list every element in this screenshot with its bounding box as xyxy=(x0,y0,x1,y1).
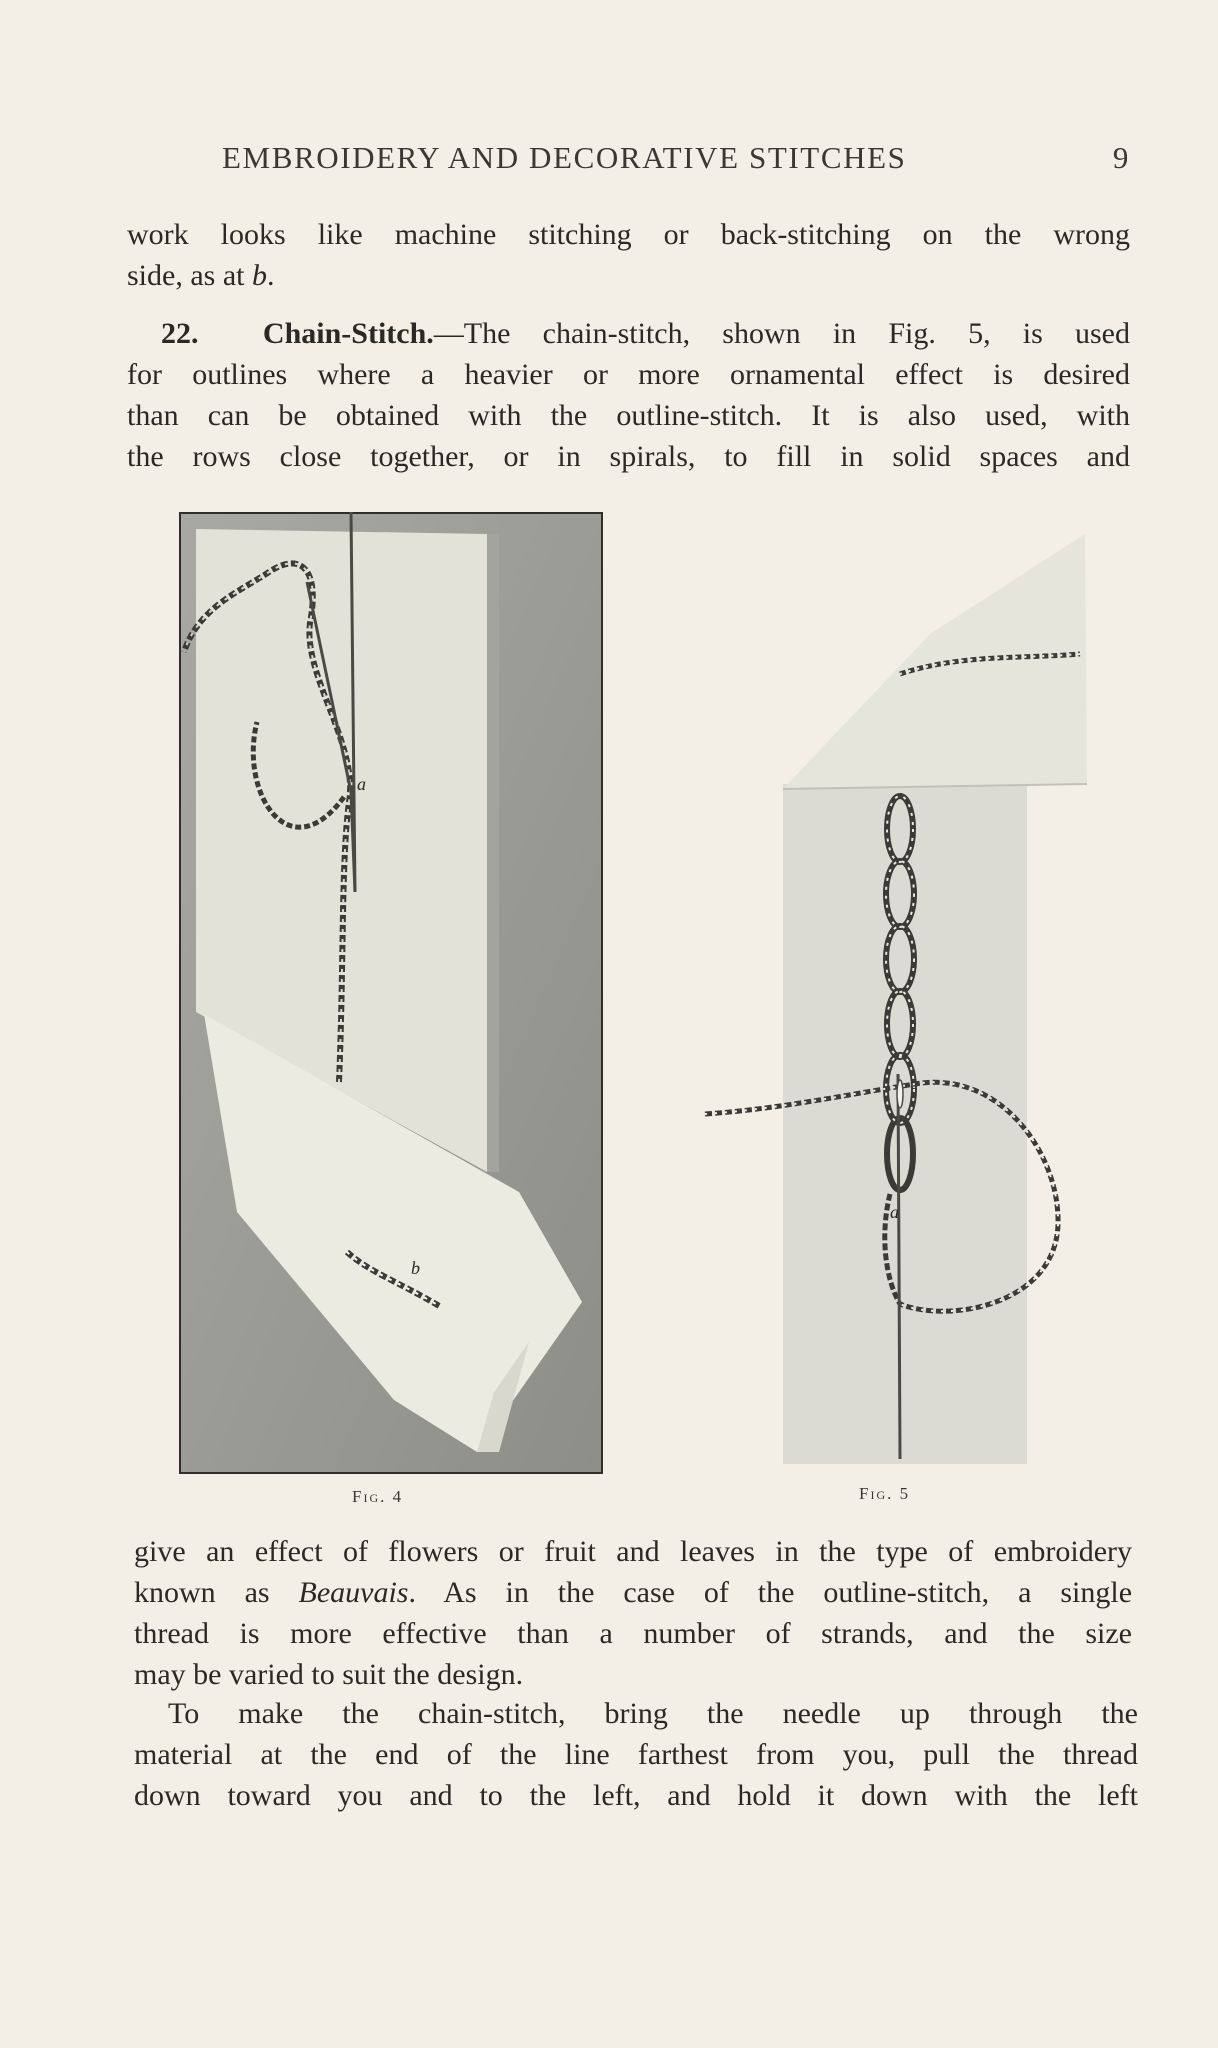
text-span: . xyxy=(266,259,275,292)
page-number: 9 xyxy=(1112,140,1130,175)
figure-4-label-a: a xyxy=(357,774,366,794)
text-line xyxy=(127,313,1130,354)
section-heading: Chain-Stitch. xyxy=(262,317,434,350)
text-line: give an effect of flowers or fruit and leaves in the type of embroidery xyxy=(134,1535,1132,1568)
figure-4-label-b: b xyxy=(411,1258,420,1278)
paragraph-3 xyxy=(134,1531,1132,1695)
figure-4-caption: Fig. 4 xyxy=(352,1487,404,1506)
figure-5-label-a: a xyxy=(890,1202,899,1222)
italic-reference: b xyxy=(251,259,267,292)
running-head-title: EMBROIDERY AND DECORATIVE STITCHES xyxy=(222,140,907,175)
text-span: known as xyxy=(134,1576,299,1609)
text-line: down toward you and to the left, and hold it down with the left xyxy=(134,1779,1138,1812)
text-line xyxy=(134,1572,1132,1613)
text-line: thread is more effective than a number of strands, and the size xyxy=(134,1617,1132,1650)
text-line: than can be obtained with the outline-stitch. It is also used, with xyxy=(127,399,1130,432)
text-line: To make the chain-stitch, bring the needle up through the xyxy=(168,1697,1138,1730)
text-span: —The chain-stitch, shown in Fig. 5, is used xyxy=(433,317,1131,350)
figure-5-caption: Fig. 5 xyxy=(859,1484,911,1503)
text-line: the rows close together, or in spirals, to fill in solid spaces and xyxy=(127,440,1130,473)
figure-4-photo xyxy=(179,512,603,1474)
figure-4 xyxy=(179,512,603,1474)
paragraph-1 xyxy=(127,214,1130,296)
figure-5-photo xyxy=(700,534,1100,1474)
text-line: work looks like machine stitching or back-stitching on the wrong xyxy=(127,218,1130,251)
text-line: material at the end of the line farthest from you, pull the thread xyxy=(134,1738,1138,1771)
paragraph-4 xyxy=(134,1693,1138,1816)
paragraph-chain-stitch xyxy=(127,313,1130,477)
section-number: 22. xyxy=(161,317,199,350)
text-line: may be varied to suit the design. xyxy=(134,1658,524,1691)
text-line: for outlines where a heavier or more ornamental effect is desired xyxy=(127,358,1130,391)
italic-term: Beauvais xyxy=(298,1576,409,1609)
text-span: side, as at xyxy=(127,259,252,292)
text-span: . As in the case of the outline-stitch, a single xyxy=(408,1576,1133,1609)
figure-5 xyxy=(700,534,1100,1474)
text-line xyxy=(127,255,1130,296)
